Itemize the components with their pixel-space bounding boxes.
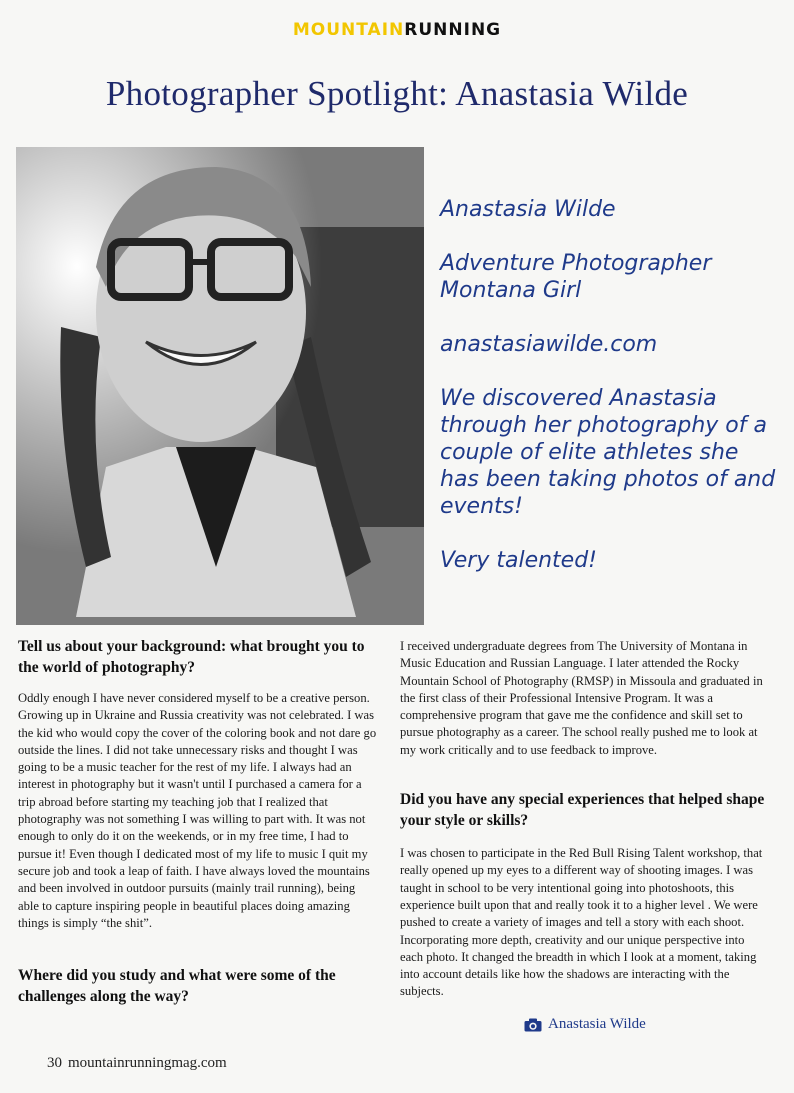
answer-2-text: I received undergraduate degrees from The University of Montana in Music Education and Russian Language. I later attended the Rocky Mountain School of Photography (RMSP) in Missoula and graduated in the first class of their Professional Intensive Program. It was a comprehensive program that gave me the confidence and skill set to pursue photography as a career. The school really pushed me to look at my work critically and to use feedback to improve. — [400, 639, 763, 757]
profile-place: Montana Girl — [440, 278, 582, 303]
left-column — [18, 636, 378, 1007]
portrait-photo — [16, 147, 424, 625]
masthead-part-2: RUNNING — [404, 20, 502, 40]
footer-site: mountainrunningmag.com — [68, 1055, 227, 1071]
question-3-heading: Did you have any special experiences that helped shape your style or skills? — [400, 791, 765, 830]
profile-role: Adventure Photographer — [440, 251, 712, 276]
profile-name: Anastasia Wilde — [440, 197, 616, 222]
profile-website-link[interactable]: anastasiawilde.com — [440, 332, 658, 357]
page-number: 30 — [47, 1055, 62, 1071]
answer-3-text: I was chosen to participate in the Red Bull Rising Talent workshop, that really opened up my eyes to a different way of shooting images. I was taught in school to be very intentional going into photoshoots, this experience built upon that and really took it to a higher level . We were pushed to create a variety of images and tell a story with each shoot. Incorporating more depth, creativity and our unique perspective into each photo. It changed the breadth in which I look at a moment, taking into account details like how the shadows are interacting with the subjects. — [400, 846, 763, 999]
photo-credit-name: Anastasia Wilde — [548, 1016, 646, 1032]
camera-icon — [524, 1018, 542, 1032]
right-column — [400, 638, 768, 1001]
answer-1-text: Oddly enough I have never considered myself to be a creative person. Growing up in Ukraine and Russia creativity was not celebrated. I was the kid who would copy the cover of the coloring book and not dare go outside the lines. I did not take unnecessary risks and thought I was going to be a music teacher for the rest of my life. I always had an interest in photography but it wasn't until I purchased a camera for a trip abroad before starting my teaching job that I realized that photography was not something I was willing to part with. It was not enough to only do it on the weekends, or in my free time, I had to pursue it! Even though I dedicated most of my life to music I quit my secure job and took a leap of faith. I have always loved the mountains and been involved in outdoor pursuits (mainly trail running), being able to capture inspiring people in beautiful places doing amazing things is simply “the shit”. — [18, 691, 377, 930]
profile-intro: We discovered Anastasia through her photography of a couple of elite athletes she has been taking photos of and events! — [440, 386, 776, 519]
photo-credit — [524, 1016, 646, 1033]
question-2-heading: Where did you study and what were some of the challenges along the way? — [18, 967, 336, 1006]
profile-sidebar — [440, 196, 780, 574]
page-title: Photographer Spotlight: Anastasia Wilde — [105, 74, 689, 113]
profile-praise: Very talented! — [440, 548, 597, 573]
page-footer — [47, 1055, 227, 1072]
masthead-part-1: MOUNTAIN — [292, 20, 405, 40]
question-1-heading: Tell us about your background: what brought you to the world of photography? — [18, 638, 365, 676]
masthead — [0, 20, 794, 40]
